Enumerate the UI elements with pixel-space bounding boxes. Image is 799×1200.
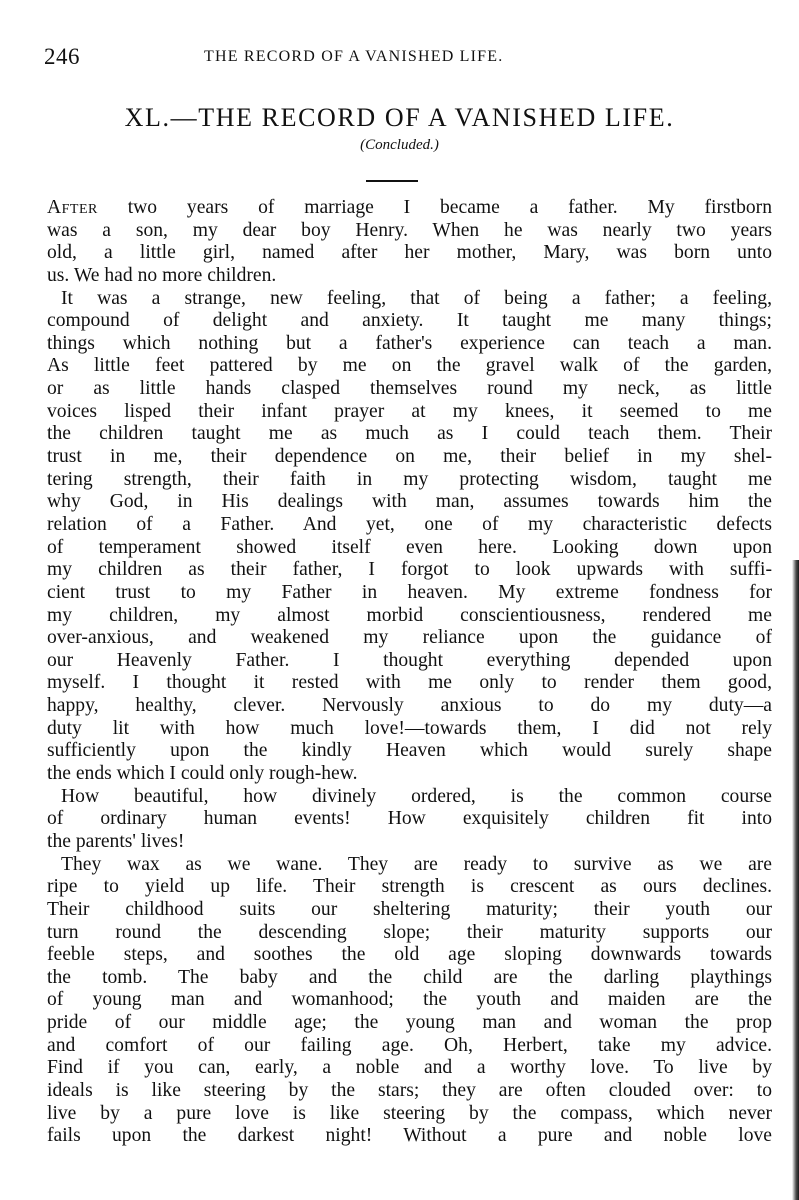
text-line <box>47 265 772 288</box>
page-edge-shadow <box>792 560 799 1200</box>
line-text: pride of our middle age; the young man and woman the prop <box>47 1012 772 1034</box>
line-text: ideals is like steering by the stars; they are often clouded over: to <box>47 1079 772 1101</box>
line-text: Their childhood suits our sheltering maturity; their youth our <box>47 898 772 920</box>
line-text: voices lisped their infant prayer at my knees, it seemed to me <box>47 400 772 422</box>
line-text: the tomb. The baby and the child are the darling playthings <box>47 966 772 988</box>
line-text: and comfort of our failing age. Oh, Herbert, take my advice. <box>47 1034 772 1056</box>
body-text <box>47 197 772 1148</box>
text-line <box>47 446 772 469</box>
line-text: As little feet pattered by me on the gravel walk of the garden, <box>47 355 772 377</box>
running-title: THE RECORD OF A VANISHED LIFE. <box>204 48 504 65</box>
text-line <box>47 808 772 831</box>
line-text: fails upon the darkest night! Without a pure and noble love <box>47 1125 772 1147</box>
line-text: cient trust to my Father in heaven. My extreme fondness for <box>47 581 772 603</box>
text-line <box>47 763 772 786</box>
text-line <box>47 423 772 446</box>
line-text: relation of a Father. And yet, one of my characteristic defects <box>47 513 772 535</box>
line-text: How beautiful, how divinely ordered, is the common course <box>61 785 772 807</box>
line-text: why God, in His dealings with man, assumes towards him the <box>47 491 772 513</box>
line-text: duty lit with how much love!—towards them, I did not rely <box>47 717 772 739</box>
text-line <box>47 1103 772 1126</box>
line-text: us. We had no more children. <box>47 264 277 286</box>
text-line <box>47 582 772 605</box>
text-line <box>47 491 772 514</box>
text-line <box>47 1057 772 1080</box>
line-text: my children, my almost morbid conscientiousness, rendered me <box>47 604 772 626</box>
text-line <box>47 627 772 650</box>
text-line <box>47 288 772 311</box>
line-text: feeble steps, and soothes the old age sloping downwards towards <box>47 944 772 966</box>
chapter-subtitle: (Concluded.) <box>360 137 439 153</box>
running-head <box>44 44 744 74</box>
line-text: the ends which I could only rough-hew. <box>47 763 358 785</box>
text-line <box>47 967 772 990</box>
line-text: over-anxious, and weakened my reliance upon the guidance of <box>47 627 772 649</box>
text-line <box>47 401 772 424</box>
line-text: compound of delight and anxiety. It taught me many things; <box>47 310 772 332</box>
chapter-title: XL.—THE RECORD OF A VANISHED LIFE. <box>124 103 675 132</box>
text-line <box>47 876 772 899</box>
text-line <box>47 469 772 492</box>
line-text: myself. I thought it rested with me only to render them good, <box>47 672 772 694</box>
line-text: two years of marriage I became a father. My firstborn <box>97 197 772 218</box>
line-text: happy, healthy, clever. Nervously anxious to do my duty—a <box>47 695 772 717</box>
line-text: of young man and womanhood; the youth and maiden are the <box>47 989 772 1011</box>
text-line <box>47 718 772 741</box>
line-text: of ordinary human events! How exquisitely children fit into <box>47 808 772 830</box>
text-line <box>47 650 772 673</box>
text-line <box>47 944 772 967</box>
line-text: my children as their father, I forgot to look upwards with suffi- <box>47 559 772 581</box>
text-line <box>47 672 772 695</box>
page-number: 246 <box>44 44 80 69</box>
text-line <box>47 786 772 809</box>
text-line <box>47 989 772 1012</box>
text-line <box>47 378 772 401</box>
text-line <box>47 559 772 582</box>
text-line <box>47 605 772 628</box>
text-line <box>47 1080 772 1103</box>
line-text: sufficiently upon the kindly Heaven which would surely shape <box>47 740 772 762</box>
line-text: trust in me, their dependence on me, their belief in my shel- <box>47 446 772 468</box>
line-text: ripe to yield up life. Their strength is crescent as ours declines. <box>47 876 772 898</box>
text-line <box>47 740 772 763</box>
text-line <box>47 537 772 560</box>
text-line <box>47 242 772 265</box>
line-text: the children taught me as much as I could teach them. Their <box>47 423 772 445</box>
text-line <box>47 333 772 356</box>
title-divider <box>366 180 418 182</box>
opening-word: After <box>47 197 98 218</box>
line-text: Find if you can, early, a noble and a worthy love. To live by <box>47 1057 772 1079</box>
text-line <box>47 1035 772 1058</box>
line-text: It was a strange, new feeling, that of being a father; a feeling, <box>61 287 772 309</box>
text-line <box>47 831 772 854</box>
text-line <box>47 695 772 718</box>
text-line <box>47 197 772 220</box>
line-text: was a son, my dear boy Henry. When he was nearly two years <box>47 219 772 241</box>
text-line <box>47 922 772 945</box>
line-text: old, a little girl, named after her mother, Mary, was born unto <box>47 242 772 264</box>
line-text: turn round the descending slope; their maturity supports our <box>47 921 772 943</box>
text-line <box>47 514 772 537</box>
text-line <box>47 1012 772 1035</box>
text-line <box>47 310 772 333</box>
text-line <box>47 899 772 922</box>
text-line <box>47 854 772 877</box>
text-line <box>47 355 772 378</box>
line-text: or as little hands clasped themselves round my neck, as little <box>47 378 772 400</box>
line-text: the parents' lives! <box>47 830 185 852</box>
line-text: our Heavenly Father. I thought everything depended upon <box>47 649 772 671</box>
line-text: live by a pure love is like steering by the compass, which never <box>47 1102 772 1124</box>
text-line <box>47 1125 772 1148</box>
line-text: tering strength, their faith in my protecting wisdom, taught me <box>47 468 772 490</box>
line-text: of temperament showed itself even here. Looking down upon <box>47 536 772 558</box>
text-line <box>47 220 772 243</box>
line-text: things which nothing but a father's experience can teach a man. <box>47 332 772 354</box>
line-text: They wax as we wane. They are ready to survive as we are <box>61 853 772 875</box>
